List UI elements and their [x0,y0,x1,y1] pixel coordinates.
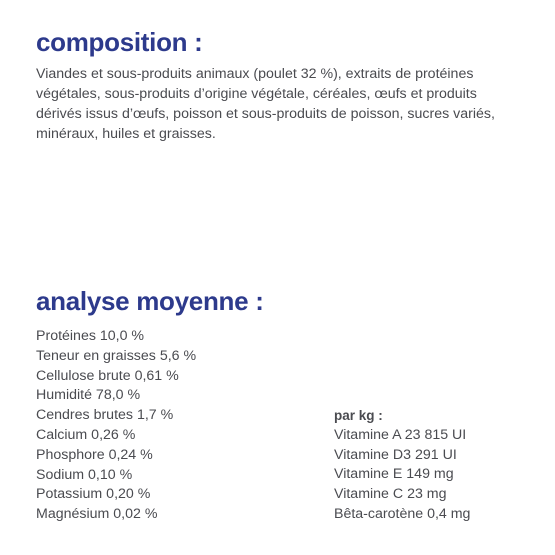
analysis-list [36,327,196,525]
vitamins-block [334,406,470,525]
analysis-item: Potassium 0,20 % [36,486,151,503]
analysis-item: Magnésium 0,02 % [36,506,158,523]
analysis-item: Sodium 0,10 % [36,466,133,483]
analysis-item: Cellulose brute 0,61 % [36,367,179,384]
analysis-item: Humidité 78,0 % [36,387,141,404]
analysis-item: Protéines 10,0 % [36,328,145,344]
vitamins-title: par kg : [334,408,383,423]
vitamin-item: Bêta-carotène 0,4 mg [334,505,471,522]
analysis-item: Cendres brutes 1,7 % [36,407,174,424]
vitamin-item: Vitamine C 23 mg [334,486,447,503]
composition-heading: composition : [36,27,203,57]
vitamins-list [334,426,470,525]
analysis-item: Phosphore 0,24 % [36,446,153,463]
analysis-item: Teneur en graisses 5,6 % [36,347,197,364]
vitamin-item: Vitamine D3 291 UI [334,446,457,463]
composition-text: Viandes et sous-produits animaux (poulet 32 %), extraits de protéines végétales, sous-produits d’origine végétale, céréales, œufs et produits dérivés issus d’œufs, poisson et sous-produits de poisson, sucres variés, minéraux, huiles et graisses. [36,66,495,142]
analyse-heading: analyse moyenne : [36,286,264,316]
vitamin-item: Vitamine E 149 mg [334,466,454,483]
vitamin-item: Vitamine A 23 815 UI [334,426,467,443]
analysis-item: Calcium 0,26 % [36,426,136,443]
